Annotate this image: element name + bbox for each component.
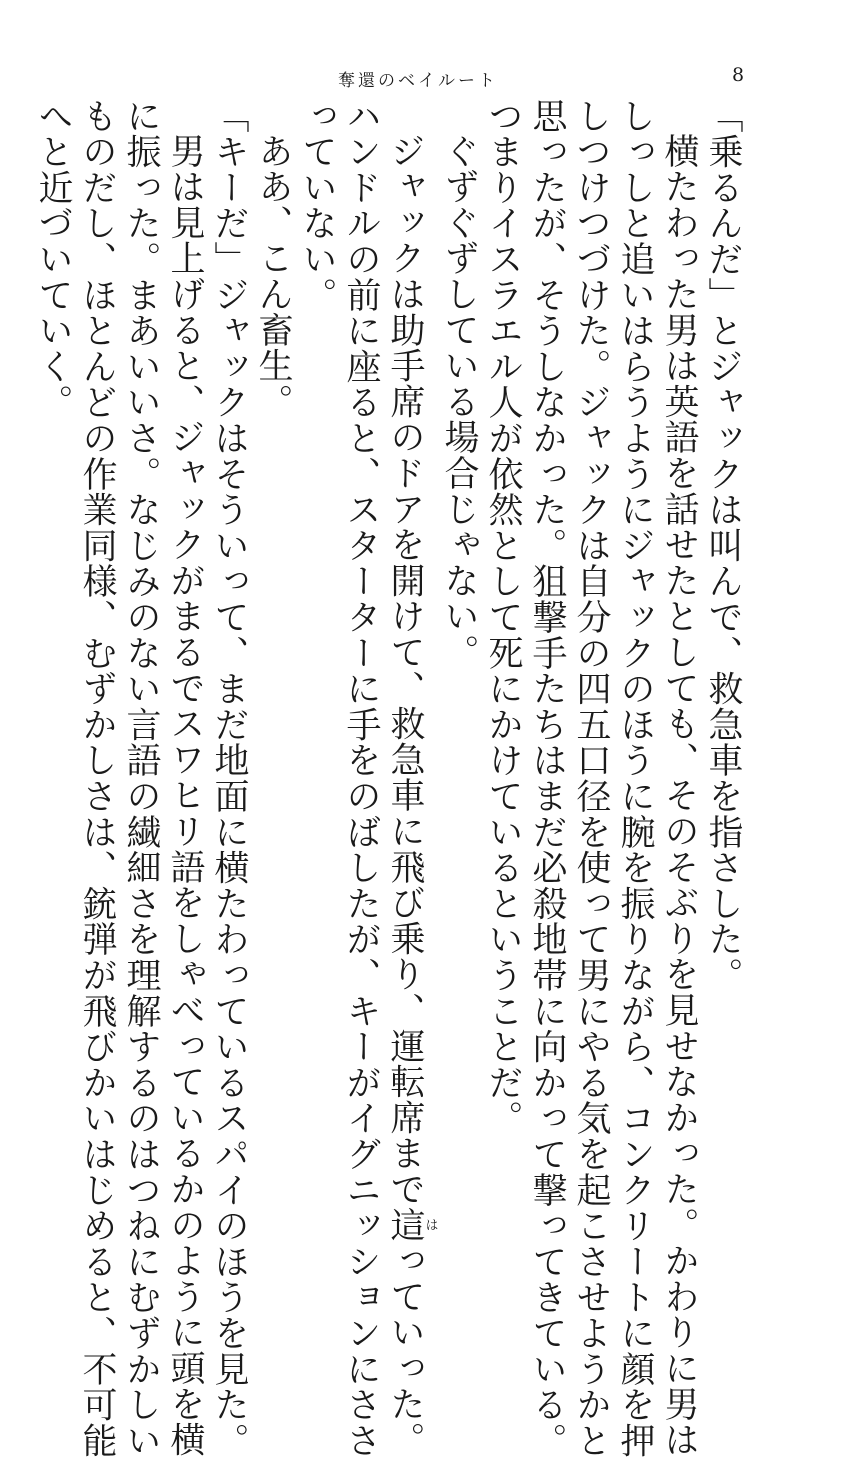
text-line: ああ、こん畜生。	[253, 133, 293, 420]
text-segment: ジャックは助手席のドアを開けて、救急車に飛び乗り、運転席まで	[385, 133, 425, 1207]
text-segment: っていった。	[385, 1242, 425, 1458]
text-line: つまりイスラエル人が依然として死にかけているということだ。	[483, 98, 523, 1137]
text-line: 思ったが、そうしなかった。狙撃手たちはまだ必殺地帯に向かって撃ってきている。	[527, 98, 567, 1458]
running-header	[338, 66, 498, 91]
text-line: に振った。まあいいさ。なじみのない言語の繊細さを理解するのはつねにむずかしい	[121, 98, 161, 1458]
text-line	[383, 98, 438, 1458]
text-line: ぐずぐずしている場合じゃない。	[439, 133, 479, 670]
ruby-base: 這	[385, 1207, 425, 1243]
ruby-reading: は	[422, 1207, 438, 1243]
book-title: 奪還のベイルート	[338, 71, 498, 91]
text-line: へと近づいていく。	[33, 98, 73, 421]
text-line: 男は見上げると、ジャックがまるでスワヒリ語をしゃべっているかのように頭を横	[165, 133, 205, 1458]
text-line: しっしと追いはらうようにジャックのほうに腕を振りながら、コンクリートに顔を押	[615, 98, 655, 1458]
text-line: 「乗るんだ」とジャックは叫んで、救急車を指さした。	[703, 98, 743, 993]
text-line: 「キーだ」ジャックはそういって、まだ地面に横たわっているスパイのほうを見た。	[209, 98, 249, 1458]
page-number: 8	[732, 64, 745, 86]
text-line: ものだし、ほとんどの作業同様、むずかしさは、銃弾が飛びかいはじめると、不可能	[77, 98, 117, 1458]
text-line: ハンドルの前に座ると、スターターに手をのばしたが、キーがイグニッションにささ	[341, 98, 381, 1458]
ruby-annotation	[385, 1207, 438, 1243]
text-line: 横たわった男は英語を話せたとしても、そのそぶりを見せなかった。かわりに男は	[659, 133, 699, 1458]
vertical-body-text	[31, 98, 745, 1458]
text-line: っていない。	[297, 98, 337, 313]
text-line: しつけつづけた。ジャックは自分の四五口径を使って男にやる気を起こさせようかと	[571, 98, 611, 1458]
